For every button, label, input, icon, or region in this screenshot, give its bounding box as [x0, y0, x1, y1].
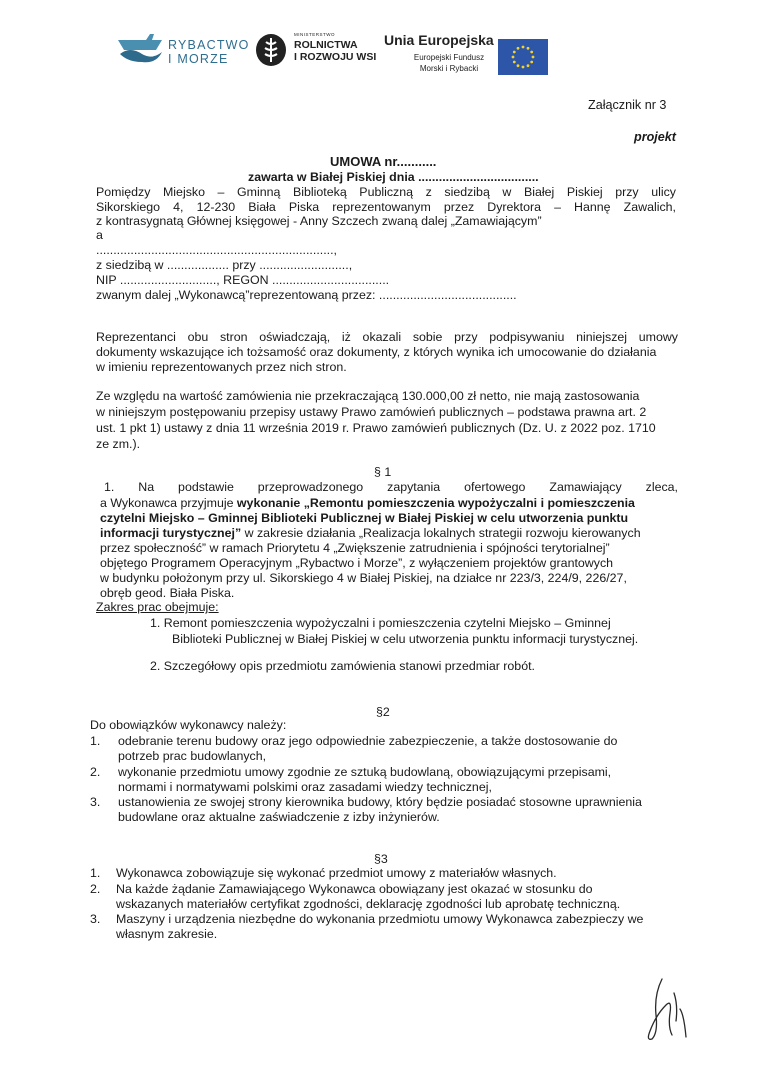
s1-line: czytelni Miejsko – Gminnej Biblioteki Publicznej w Białej Piskiej w celu utworzenia punktu: [100, 511, 629, 525]
section-1-heading: § 1: [374, 465, 392, 479]
eu-flag-icon: [498, 39, 548, 75]
s2-item-text: normami i normatywami polskimi oraz zasadami wiedzy technicznej,: [118, 780, 492, 794]
ministry-name-line2: I ROZWOJU WSI: [294, 51, 377, 63]
intro-line: Pomiędzy Miejsko – Gminną Biblioteką Publiczną z siedzibą w Białej Piskiej przy ulicy: [96, 185, 676, 199]
s2-item-text: odebranie terenu budowy oraz jego odpowiednie zabezpieczenie, a także dostosowanie do: [118, 734, 618, 748]
s2-item-number: 2.: [90, 765, 101, 779]
scope-item: 1. Remont pomieszczenia wypożyczalni i pomieszczenia czytelni Miejsko – Gminnej: [150, 616, 611, 630]
intro-line: Sikorskiego 4, 12-230 Biała Piska reprezentowanym przez Dyrektora – Hannę Zawalich,: [96, 200, 676, 214]
contract-subtitle: zawarta w Białej Piskiej dnia ...................................: [248, 170, 539, 184]
intro-line: .....................................................................,: [96, 243, 337, 257]
s2-lead: Do obowiązków wykonawcy należy:: [90, 718, 287, 732]
s3-item-text: własnym zakresie.: [116, 927, 218, 941]
s2-item-number: 3.: [90, 795, 101, 809]
s1-line: [100, 526, 641, 540]
s2-item-text: wykonanie przedmiotu umowy zgodnie ze sztuką budowlaną, obowiązującymi przepisami,: [118, 765, 612, 779]
scope-item: Biblioteki Publicznej w Białej Piskiej w celu utworzenia punktu informacji turystycznej.: [172, 632, 639, 646]
s2-item-text: potrzeb prac budowlanych,: [118, 749, 267, 763]
eu-subtitle: [394, 52, 504, 74]
eu-title: Unia Europejska: [384, 32, 494, 48]
signature-image: [632, 975, 692, 1045]
s1-text: w zakresie działania „Realizacja lokalnych strategii rozwoju kierowanych: [241, 526, 641, 540]
s1-bold-text: wykonanie „Remontu pomieszczenia wypożyczalni i pomieszczenia: [236, 496, 635, 510]
ministerstwo-logo: [254, 32, 384, 76]
value-line: Ze względu na wartość zamówienia nie przekraczającą 130.000,00 zł netto, nie mają zastosowania: [96, 389, 640, 403]
intro-line: NIP ............................, REGON ..................................: [96, 273, 390, 287]
section-2-heading: §2: [376, 705, 390, 719]
repr-line: Reprezentanci obu stron oświadczają, iż okazali sobie przy podpisywaniu niniejszej umowy: [96, 330, 678, 344]
intro-line: zwanym dalej „Wykonawcą”reprezentowaną przez: ........................................: [96, 288, 517, 302]
annex-label: Załącznik nr 3: [588, 98, 667, 112]
eu-subtitle-line1: Europejski Fundusz: [413, 53, 485, 62]
ministry-name-line1: ROLNICTWA: [294, 39, 358, 51]
s1-line: [100, 496, 635, 510]
value-line: ust. 1 pkt 1) ustawy z dnia 11 września 2019 r. Prawo zamówień publicznych (Dz. U. z 2022 poz. 1710: [96, 421, 656, 435]
ministry-small-label: MINISTERSTWO: [294, 32, 335, 37]
s3-item-number: 2.: [90, 882, 101, 896]
s3-item-number: 1.: [90, 866, 101, 880]
s3-item-number: 3.: [90, 912, 101, 926]
s1-line: w budynku położonym przy ul. Sikorskiego 4 w Białej Piskiej, na działce nr 223/3, 224/9, 226/27,: [100, 571, 627, 585]
repr-line: dokumenty wskazujące ich tożsamość oraz dokumenty, z których wynika ich umocowanie do działania: [96, 345, 657, 359]
value-line: w niniejszym postępowaniu przepisy ustawy Prawo zamówień publicznych – podstawa prawna art. 2: [96, 405, 647, 419]
s3-item-text: Wykonawca zobowiązuje się wykonać przedmiot umowy z materiałów własnych.: [116, 866, 557, 880]
s2-item-number: 1.: [90, 734, 101, 748]
s2-item-text: ustanowienia ze swojej strony kierownika budowy, który będzie posiadać stosowne uprawnienia: [118, 795, 642, 809]
rybactwo-i-morze-logo: [116, 32, 250, 72]
s1-line: obręb geod. Biała Piska.: [100, 586, 235, 600]
s1-line: przez społeczność” w ramach Priorytetu 4 „Zwiększenie zatrudnienia i spójności terytorialnej”: [100, 541, 610, 555]
repr-line: w imieniu reprezentowanych przez nich stron.: [96, 360, 347, 374]
s1-line: objętego Programem Operacyjnym „Rybactwo i Morze”, z wyłączeniem projektów grantowych: [100, 556, 614, 570]
intro-line: a: [96, 228, 103, 242]
s3-item-text: wskazanych materiałów certyfikat zgodności, deklarację zgodności lub aprobatę techniczną.: [116, 897, 621, 911]
scope-item: 2. Szczegółowy opis przedmiotu zamówienia stanowi przedmiar robót.: [150, 659, 535, 673]
ministry-name: [294, 39, 376, 63]
section-3-heading: §3: [374, 852, 388, 866]
eu-subtitle-line2: Morski i Rybacki: [419, 64, 479, 73]
intro-line: z siedzibą w .................. przy ..........................,: [96, 258, 353, 272]
value-line: ze zm.).: [96, 437, 141, 451]
s3-item-text: Maszyny i urządzenia niezbędne do wykonania przedmiotu umowy Wykonawca zabezpieczy we: [116, 912, 644, 926]
s1-line: 1. Na podstawie przeprowadzonego zapytania ofertowego Zamawiający zleca,: [104, 480, 678, 494]
scope-heading: Zakres prac obejmuje:: [96, 600, 219, 614]
intro-line: z kontrasygnatą Głównej księgowej - Anny Szczech zwaną dalej „Zamawiającym”: [96, 214, 542, 228]
fish-boat-icon: [116, 32, 166, 66]
rybactwo-logo-text: RYBACTWO I MORZE: [168, 38, 250, 66]
s1-text: a Wykonawca przyjmuje: [100, 496, 237, 510]
ministry-seal-icon: [254, 32, 288, 68]
header-logos: [112, 28, 552, 88]
s2-item-text: budowlane oraz aktualne zaświadczenie z izby inżynierów.: [118, 810, 440, 824]
s1-bold-text: informacji turystycznej”: [100, 526, 242, 540]
contract-title: UMOWA nr...........: [330, 154, 437, 169]
s3-item-text: Na każde żądanie Zamawiającego Wykonawca obowiązany jest okazać w stosunku do: [116, 882, 593, 896]
draft-label: projekt: [634, 130, 676, 144]
